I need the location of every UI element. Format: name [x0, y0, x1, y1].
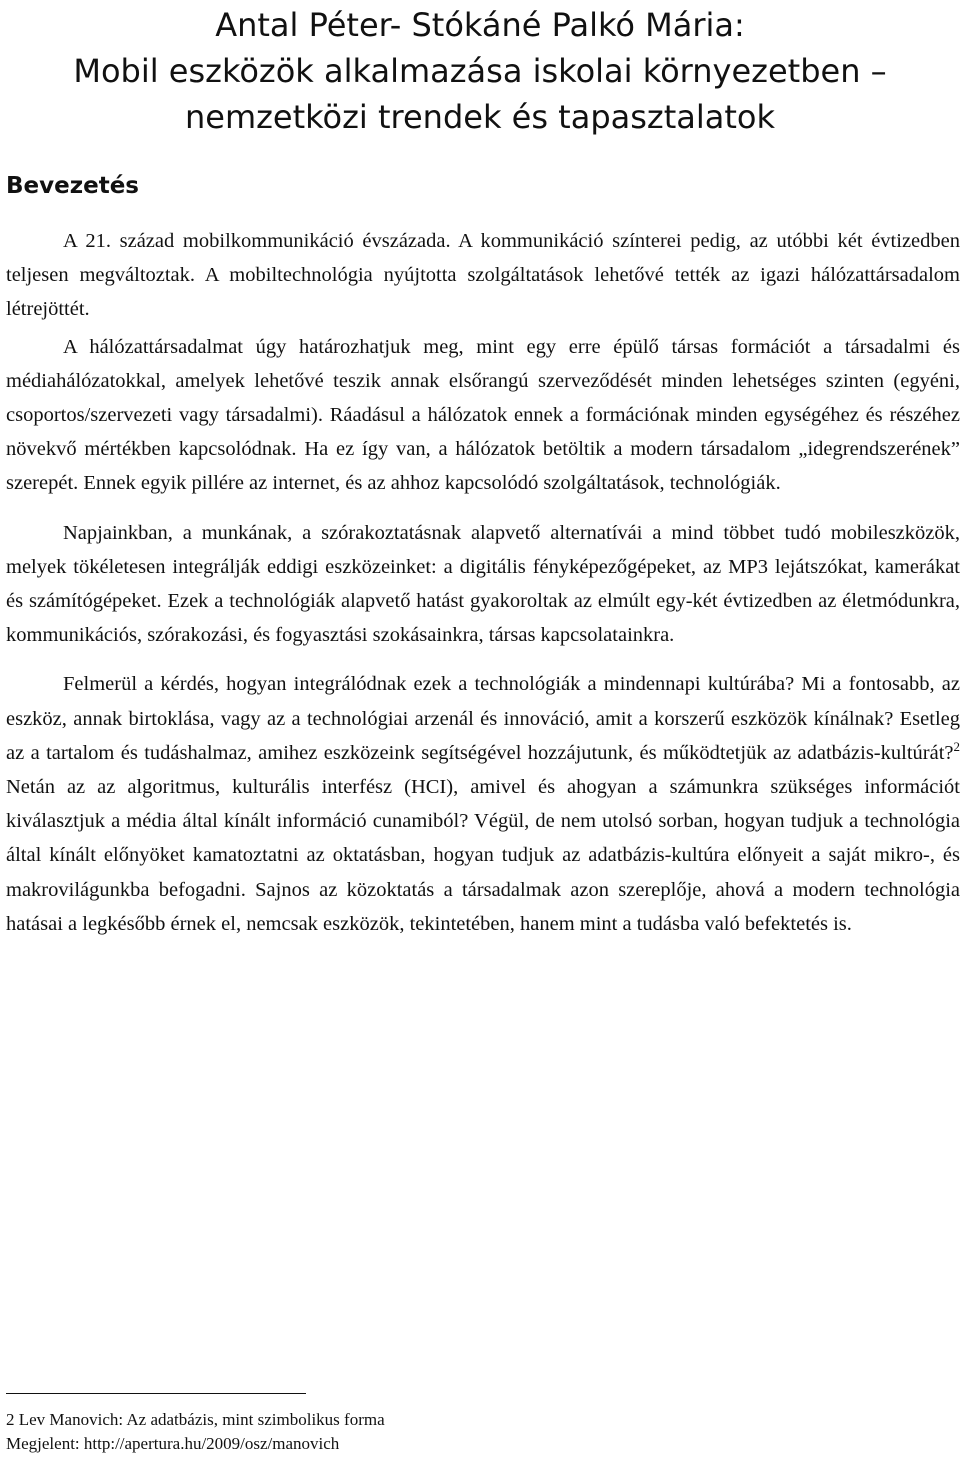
paragraph-4-part-2: Netán az az algoritmus, kulturális interfész (HCI), amivel és ahogyan a számunkra szükséges információt kiválasztjuk a média által kínált információ cunamiból? Végül, de nem utolsó sorban, hogyan tudjuk a technológia által kínált előnyöket kamatoztatni az oktatásban, hogyan tudjuk az adatbázis-kultúra előnyeit a saját mikro-, és makrovilágunkba befogadni. Sajnos az közoktatás a társadalmak azon szereplője, ahová a modern technológia hatásai a legkésőbb érnek el, nemcsak eszközök, tekintetében, hanem mint a tudásba való befektetés is.	[6, 776, 960, 935]
paragraph-2: A hálózattársadalmat úgy határozhatjuk meg, mint egy erre épülő társas formációt a társadalmi és médiahálózatokkal, amelyek lehetővé teszik annak elsőrangú szerveződését minden lehetséges szinten (egyéni, csoportos/szervezeti vagy társadalmi). Ráadásul a hálózatok ennek a formációnak minden egységéhez és részéhez növekvő mértékben kapcsolódnak. Ha ez így van, a hálózatok betöltik a modern társadalom „idegrendszerének” szerepét. Ennek egyik pillére az internet, és az ahhoz kapcsolódó szolgáltatások, technológiák.	[6, 335, 960, 495]
paragraph-4-part-1: Felmerül a kérdés, hogyan integrálódnak ezek a technológiák a mindennapi kultúrába? Mi a fontosabb, az eszköz, annak birtoklása, vagy az a technológiai arzenál és innováció, amit a korszerű eszközök kínálnak? Esetleg az a tartalom és tudáshalmaz, amihez eszközeink segítségével hozzájutunk, és működtetjük az adatbázis-kultúrát?	[6, 673, 960, 764]
paragraph-4	[6, 667, 960, 941]
section-heading: Bevezetés	[6, 173, 139, 199]
paragraph-1: A 21. század mobilkommunikáció évszázada. A kommunikáció színterei pedig, az utóbbi két évtizedben teljesen megváltoztak. A mobiltechnológia nyújtotta szolgáltatások lehetővé tették az igazi hálózattársadalom létrejöttét.	[6, 230, 960, 321]
title-line-authors: Antal Péter- Stókáné Palkó Mária:	[215, 6, 745, 44]
title-line-main: Mobil eszközök alkalmazása iskolai környezetben –	[73, 52, 887, 90]
body-text	[6, 224, 960, 941]
document-title	[0, 2, 960, 140]
paragraph-3: Napjainkban, a munkának, a szórakoztatásnak alapvető alternatívái a mind többet tudó mobileszközök, melyek tökéletesen integrálják eddigi eszközeinket: a digitális fényképezőgépeket, az MP3 lejátszókat, kamerákat és számítógépeket. Ezek a technológiák alapvető hatást gyakoroltak az elmúlt egy-két évtizedben az életmódunkra, kommunikációs, szórakozási, és fogyasztási szokásainkra, társas kapcsolatainkra.	[6, 521, 960, 647]
footnote-separator	[6, 1393, 306, 1394]
title-line-subtitle: nemzetközi trendek és tapasztalatok	[184, 98, 776, 136]
footnote-citation: 2 Lev Manovich: Az adatbázis, mint szimbolikus forma	[6, 1410, 385, 1429]
footnote-reference[interactable]: 2	[953, 739, 960, 755]
footnotes	[6, 1408, 385, 1456]
footnote-source: Megjelent: http://apertura.hu/2009/osz/manovich	[6, 1434, 340, 1453]
